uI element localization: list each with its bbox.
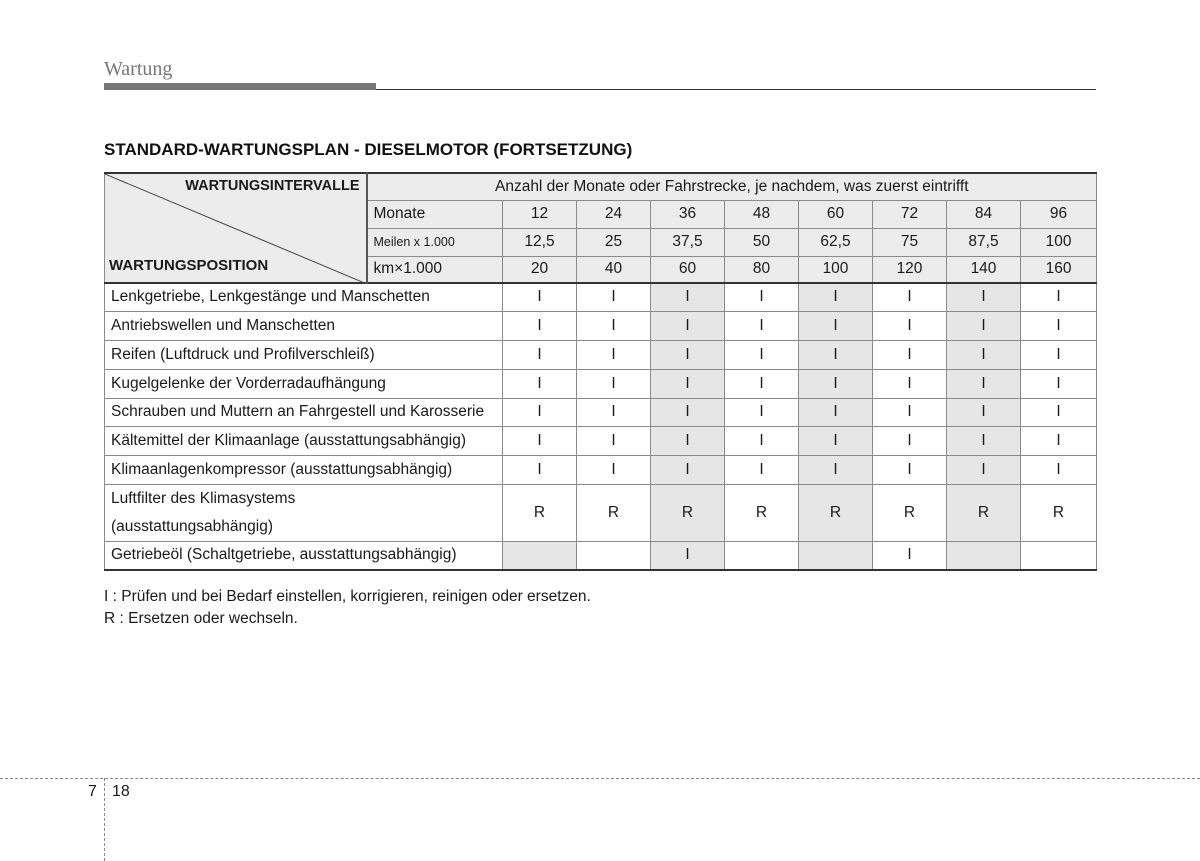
table-row [105, 541, 1097, 570]
interval-cell: I [873, 311, 947, 340]
footer-dashed-divider [104, 778, 105, 861]
interval-cell: I [799, 340, 873, 369]
table-row [105, 426, 1097, 455]
header-rule [376, 89, 1096, 90]
interval-cell: I [503, 311, 577, 340]
interval-cell: I [1021, 311, 1097, 340]
table-row [105, 398, 1097, 426]
corner-label-positions: WARTUNGSPOSITION [109, 257, 269, 274]
interval-value: 60 [799, 200, 873, 228]
interval-cell: I [947, 426, 1021, 455]
interval-cell: I [1021, 398, 1097, 426]
interval-value: 12,5 [503, 228, 577, 256]
page-number: 18 [112, 783, 130, 800]
interval-cell: I [725, 311, 799, 340]
interval-cell: I [651, 398, 725, 426]
maintenance-position: Kugelgelenke der Vorderradaufhängung [105, 369, 503, 398]
interval-label: Monate [367, 200, 503, 228]
interval-value: 96 [1021, 200, 1097, 228]
interval-cell: I [503, 283, 577, 311]
interval-value: 87,5 [947, 228, 1021, 256]
interval-value: 12 [503, 200, 577, 228]
footnote-inspect: I : Prüfen und bei Bedarf einstellen, korrigieren, reinigen oder ersetzen. [104, 588, 591, 605]
interval-value: 100 [1021, 228, 1097, 256]
interval-cell: I [1021, 426, 1097, 455]
interval-value: 48 [725, 200, 799, 228]
interval-value: 20 [503, 256, 577, 283]
interval-cell: I [873, 541, 947, 570]
interval-cell: R [799, 484, 873, 541]
interval-cell: I [503, 369, 577, 398]
maintenance-position: Klimaanlagenkompressor (ausstattungsabhängig) [105, 455, 503, 484]
interval-value: 37,5 [651, 228, 725, 256]
interval-cell: I [873, 283, 947, 311]
interval-cell: R [947, 484, 1021, 541]
interval-cell: I [873, 455, 947, 484]
interval-cell: I [873, 426, 947, 455]
interval-label: km×1.000 [367, 256, 503, 283]
interval-value: 25 [577, 228, 651, 256]
table-row [105, 369, 1097, 398]
table-corner-cell [105, 173, 367, 283]
interval-cell: I [799, 369, 873, 398]
interval-cell: I [503, 340, 577, 369]
chapter-header-title: Wartung [104, 58, 173, 80]
interval-cell [503, 541, 577, 570]
interval-cell: I [651, 311, 725, 340]
interval-value: 75 [873, 228, 947, 256]
table-row [105, 484, 1097, 541]
interval-cell: I [725, 455, 799, 484]
interval-cell: I [947, 283, 1021, 311]
maintenance-position-line: (ausstattungsabhängig) [111, 517, 274, 535]
interval-value: 36 [651, 200, 725, 228]
interval-cell: I [503, 398, 577, 426]
interval-label: Meilen x 1.000 [367, 228, 503, 256]
interval-cell: I [577, 311, 651, 340]
interval-cell: I [873, 398, 947, 426]
interval-cell: I [725, 398, 799, 426]
interval-value: 120 [873, 256, 947, 283]
interval-value: 40 [577, 256, 651, 283]
interval-cell: I [1021, 369, 1097, 398]
interval-cell: I [1021, 455, 1097, 484]
interval-cell: I [947, 311, 1021, 340]
interval-cell: I [725, 283, 799, 311]
interval-cell: I [799, 283, 873, 311]
interval-cell: I [577, 455, 651, 484]
interval-cell: I [503, 455, 577, 484]
interval-cell [947, 541, 1021, 570]
maintenance-position [105, 484, 503, 541]
interval-value: 72 [873, 200, 947, 228]
interval-cell [1021, 541, 1097, 570]
maintenance-position-line: Luftfilter des Klimasystems [111, 489, 296, 507]
interval-cell: I [1021, 340, 1097, 369]
interval-value: 24 [577, 200, 651, 228]
interval-cell: I [725, 369, 799, 398]
interval-cell [799, 541, 873, 570]
corner-label-intervals: WARTUNGSINTERVALLE [185, 178, 360, 194]
interval-cell: I [651, 283, 725, 311]
interval-cell: I [577, 283, 651, 311]
interval-cell: I [577, 426, 651, 455]
interval-cell: I [947, 340, 1021, 369]
maintenance-position: Getriebeöl (Schaltgetriebe, ausstattungsabhängig) [105, 541, 503, 570]
maintenance-position: Antriebswellen und Manschetten [105, 311, 503, 340]
chapter-number: 7 [88, 783, 97, 800]
interval-cell: I [577, 369, 651, 398]
interval-cell: I [651, 541, 725, 570]
footer-dashed-rule [0, 778, 1200, 779]
table-row [105, 311, 1097, 340]
table-row [105, 283, 1097, 311]
table-row [105, 340, 1097, 369]
interval-cell: I [799, 398, 873, 426]
maintenance-position: Lenkgetriebe, Lenkgestänge und Manschetten [105, 283, 503, 311]
interval-value: 50 [725, 228, 799, 256]
interval-cell: I [725, 340, 799, 369]
interval-cell: I [651, 455, 725, 484]
maintenance-position: Schrauben und Muttern an Fahrgestell und Karosserie [105, 398, 503, 426]
interval-value: 62,5 [799, 228, 873, 256]
interval-cell: I [799, 426, 873, 455]
table-row [105, 455, 1097, 484]
interval-cell: I [1021, 283, 1097, 311]
interval-value: 160 [1021, 256, 1097, 283]
section-title: STANDARD-WARTUNGSPLAN - DIESELMOTOR (FORTSETZUNG) [104, 140, 633, 159]
interval-cell: R [873, 484, 947, 541]
interval-cell: R [725, 484, 799, 541]
interval-cell: R [1021, 484, 1097, 541]
interval-cell: R [503, 484, 577, 541]
interval-value: 140 [947, 256, 1021, 283]
interval-cell [577, 541, 651, 570]
interval-cell: R [651, 484, 725, 541]
interval-cell: I [725, 426, 799, 455]
interval-cell: I [577, 340, 651, 369]
footnote-replace: R : Ersetzen oder wechseln. [104, 610, 298, 627]
interval-cell: I [873, 369, 947, 398]
interval-cell: I [873, 340, 947, 369]
header-accent-bar [104, 83, 376, 90]
interval-cell [725, 541, 799, 570]
interval-cell: I [577, 398, 651, 426]
maintenance-position: Kältemittel der Klimaanlage (ausstattungsabhängig) [105, 426, 503, 455]
maintenance-table [104, 172, 1097, 571]
interval-cell: I [503, 426, 577, 455]
interval-value: 60 [651, 256, 725, 283]
maintenance-position: Reifen (Luftdruck und Profilverschleiß) [105, 340, 503, 369]
span-header: Anzahl der Monate oder Fahrstrecke, je nachdem, was zuerst eintrifft [367, 173, 1097, 200]
interval-cell: I [947, 455, 1021, 484]
interval-cell: I [799, 455, 873, 484]
interval-value: 80 [725, 256, 799, 283]
interval-cell: I [651, 369, 725, 398]
interval-value: 100 [799, 256, 873, 283]
interval-cell: R [577, 484, 651, 541]
interval-cell: I [651, 426, 725, 455]
interval-value: 84 [947, 200, 1021, 228]
interval-cell: I [947, 398, 1021, 426]
interval-cell: I [947, 369, 1021, 398]
interval-cell: I [799, 311, 873, 340]
interval-cell: I [651, 340, 725, 369]
